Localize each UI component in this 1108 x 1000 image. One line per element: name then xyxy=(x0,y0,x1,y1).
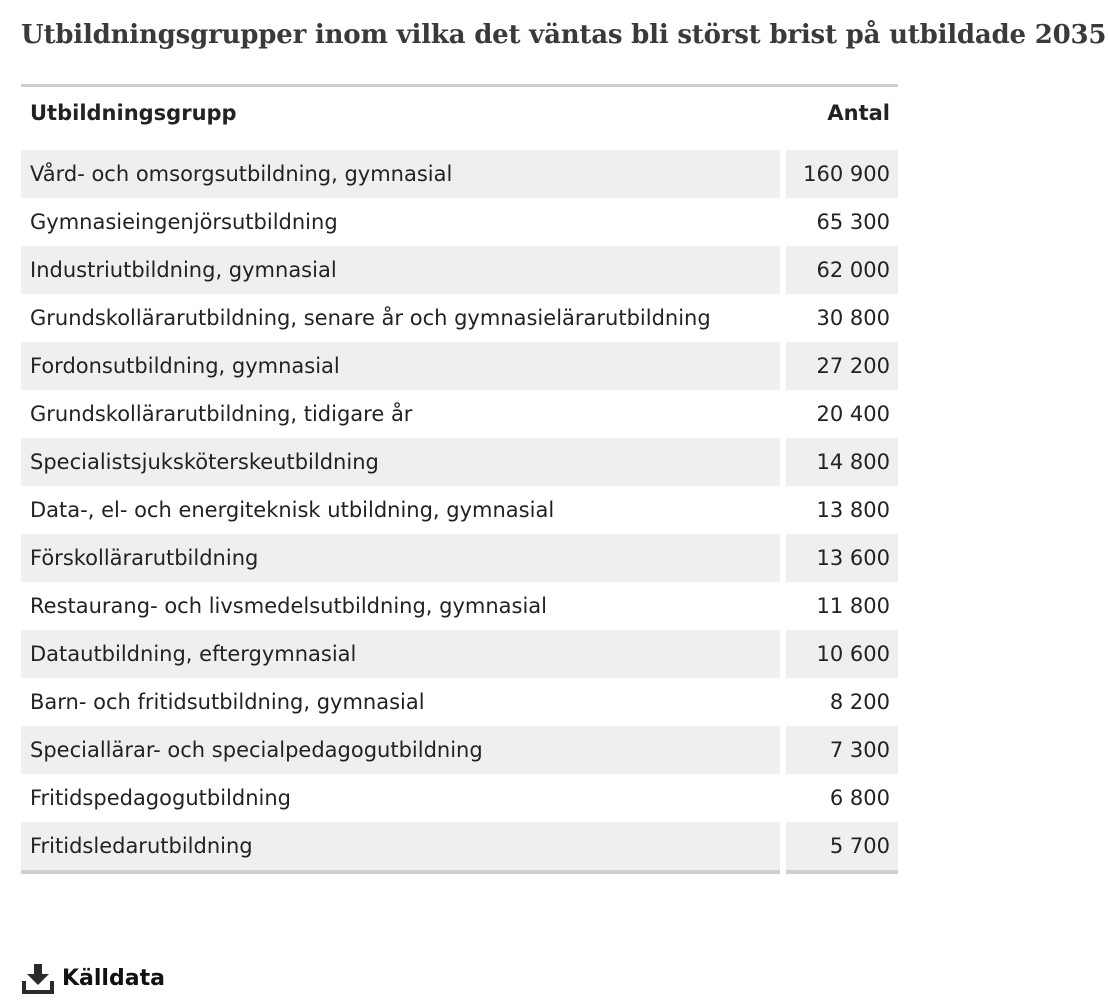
cell-group: Grundskollärarutbildning, tidigare år xyxy=(30,402,413,426)
cell-group: Grundskollärarutbildning, senare år och gymnasielärarutbildning xyxy=(30,306,711,330)
table-row xyxy=(21,774,898,822)
cell-count: 160 900 xyxy=(786,150,898,198)
table-header-row xyxy=(21,87,898,150)
cell-count: 27 200 xyxy=(786,342,898,390)
table-row xyxy=(21,822,898,870)
cell-count: 13 800 xyxy=(816,498,890,522)
page-title: Utbildningsgrupper inom vilka det väntas bli störst brist på utbildade 2035 xyxy=(21,20,1107,50)
cell-group: Förskollärarutbildning xyxy=(21,534,780,582)
cell-count: 13 600 xyxy=(786,534,898,582)
table-row xyxy=(21,294,898,342)
cell-count: 62 000 xyxy=(786,246,898,294)
download-icon xyxy=(21,962,55,995)
cell-count: 65 300 xyxy=(816,210,890,234)
cell-group: Industriutbildning, gymnasial xyxy=(21,246,780,294)
cell-group: Fordonsutbildning, gymnasial xyxy=(21,342,780,390)
source-data-label: Källdata xyxy=(62,966,165,991)
table-row xyxy=(21,150,898,198)
cell-count: 6 800 xyxy=(829,786,890,810)
table-row xyxy=(21,486,898,534)
cell-group: Datautbildning, eftergymnasial xyxy=(21,630,780,678)
cell-group: Speciallärar- och specialpedagogutbildning xyxy=(21,726,780,774)
table-row xyxy=(21,678,898,726)
cell-group: Data-, el- och energiteknisk utbildning, gymnasial xyxy=(30,498,555,522)
cell-group: Gymnasieingenjörsutbildning xyxy=(30,210,338,234)
cell-group: Restaurang- och livsmedelsutbildning, gymnasial xyxy=(30,594,548,618)
data-table xyxy=(21,84,898,874)
cell-count: 11 800 xyxy=(816,594,890,618)
cell-group: Fritidspedagogutbildning xyxy=(30,786,291,810)
table-row xyxy=(21,534,898,582)
table-row xyxy=(21,582,898,630)
table-row xyxy=(21,342,898,390)
table-bottom-rule xyxy=(21,870,898,874)
table-body xyxy=(21,150,898,870)
column-header-count: Antal xyxy=(827,101,890,125)
cell-count: 30 800 xyxy=(816,306,890,330)
cell-count: 20 400 xyxy=(816,402,890,426)
cell-group: Barn- och fritidsutbildning, gymnasial xyxy=(30,690,425,714)
cell-group: Specialistsjuksköterskeutbildning xyxy=(21,438,780,486)
table-row xyxy=(21,390,898,438)
cell-group: Fritidsledarutbildning xyxy=(21,822,780,870)
column-header-group: Utbildningsgrupp xyxy=(30,101,237,125)
cell-count: 5 700 xyxy=(786,822,898,870)
cell-group: Vård- och omsorgsutbildning, gymnasial xyxy=(21,150,780,198)
cell-count: 8 200 xyxy=(829,690,890,714)
table-row xyxy=(21,246,898,294)
source-data-link[interactable] xyxy=(21,962,165,995)
table-row xyxy=(21,438,898,486)
table-row xyxy=(21,198,898,246)
cell-count: 14 800 xyxy=(786,438,898,486)
table-row xyxy=(21,630,898,678)
table-row xyxy=(21,726,898,774)
cell-count: 10 600 xyxy=(786,630,898,678)
cell-count: 7 300 xyxy=(786,726,898,774)
